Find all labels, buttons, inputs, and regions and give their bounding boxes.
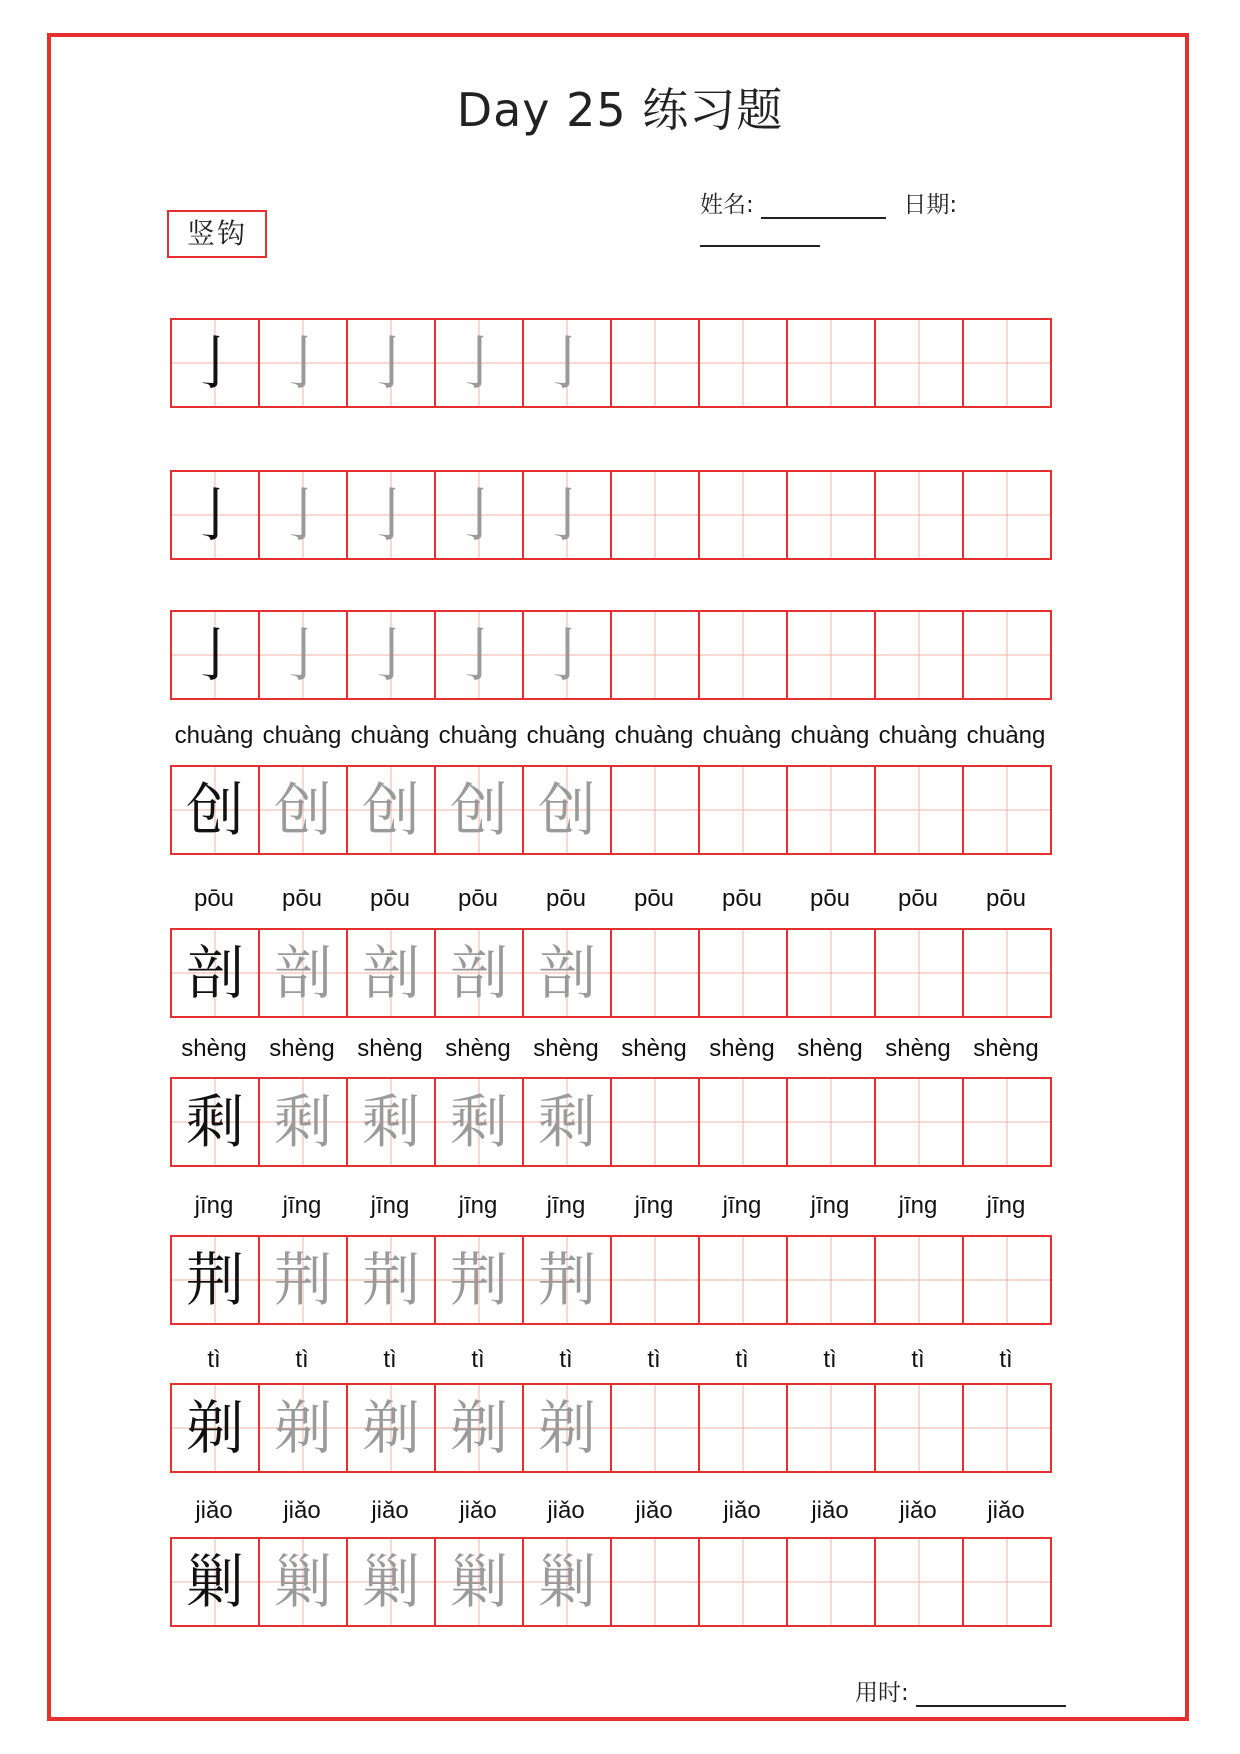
pinyin-label: pōu: [633, 885, 675, 912]
tian-grid-cell[interactable]: [874, 610, 964, 700]
tian-grid-cell[interactable]: [258, 1077, 348, 1167]
tian-grid-cell[interactable]: [874, 470, 964, 560]
tian-grid-cell[interactable]: [434, 1235, 524, 1325]
trace-character: 剃: [361, 1394, 420, 1462]
pinyin-label: chuàng: [702, 722, 782, 749]
tian-grid-cell[interactable]: [434, 765, 524, 855]
trace-character: 创: [449, 776, 508, 844]
tian-grid-cell[interactable]: [874, 765, 964, 855]
pinyin-label: jiǎo: [283, 1497, 321, 1524]
tian-grid-cell[interactable]: [786, 470, 876, 560]
tian-grid-cell[interactable]: [698, 1383, 788, 1473]
pinyin-label: shèng: [357, 1035, 423, 1062]
pinyin-label: pōu: [897, 885, 939, 912]
tian-grid-cell[interactable]: [258, 610, 348, 700]
pinyin-label: tì: [295, 1346, 309, 1373]
tian-grid-cell[interactable]: [610, 765, 700, 855]
pinyin-row: [170, 1035, 1075, 1065]
practice-row: [170, 318, 1075, 408]
tian-grid-cell[interactable]: [434, 928, 524, 1018]
tian-grid-cell[interactable]: [874, 318, 964, 408]
pinyin-row: [170, 722, 1075, 752]
pinyin-label: jīng: [898, 1192, 938, 1219]
tian-grid-cell[interactable]: [434, 1537, 524, 1627]
pinyin-label: tì: [647, 1346, 661, 1373]
tian-grid-cell[interactable]: [962, 1537, 1052, 1627]
trace-character: 荆: [273, 1246, 332, 1314]
tian-grid-cell[interactable]: [610, 610, 700, 700]
pinyin-label: shèng: [445, 1035, 511, 1062]
trace-character: 荆: [361, 1246, 420, 1314]
trace-character: 亅: [361, 329, 420, 397]
tian-grid-cell[interactable]: [962, 1235, 1052, 1325]
pinyin-label: chuàng: [526, 722, 606, 749]
tian-grid-cell[interactable]: [786, 1383, 876, 1473]
model-character: 亅: [185, 481, 244, 549]
tian-grid-cell[interactable]: [610, 1383, 700, 1473]
trace-character: 剖: [449, 939, 508, 1007]
trace-character: 剖: [537, 939, 596, 1007]
pinyin-label: jiǎo: [459, 1497, 497, 1524]
pinyin-label: chuàng: [438, 722, 518, 749]
trace-character: 剃: [537, 1394, 596, 1462]
tian-grid-cell[interactable]: [258, 470, 348, 560]
tian-grid-cell[interactable]: [962, 610, 1052, 700]
tian-grid-cell[interactable]: [522, 1235, 612, 1325]
pinyin-label: shèng: [269, 1035, 335, 1062]
trace-character: 剖: [361, 939, 420, 1007]
practice-row: [170, 1537, 1075, 1627]
practice-row: [170, 610, 1075, 700]
tian-grid-cell[interactable]: [434, 470, 524, 560]
tian-grid-cell[interactable]: [610, 1077, 700, 1167]
tian-grid-cell[interactable]: [258, 765, 348, 855]
tian-grid-cell[interactable]: [786, 610, 876, 700]
tian-grid-cell[interactable]: [786, 1077, 876, 1167]
pinyin-label: jīng: [194, 1192, 234, 1219]
tian-grid-cell[interactable]: [170, 1537, 260, 1627]
model-character: 剩: [185, 1088, 244, 1156]
tian-grid-cell[interactable]: [170, 470, 260, 560]
date-label: 日期:: [903, 192, 958, 218]
pinyin-label: pōu: [457, 885, 499, 912]
pinyin-label: pōu: [985, 885, 1027, 912]
tian-grid-cell[interactable]: [610, 928, 700, 1018]
tian-grid-cell[interactable]: [698, 1235, 788, 1325]
pinyin-label: pōu: [369, 885, 411, 912]
tian-grid-cell[interactable]: [962, 1077, 1052, 1167]
pinyin-label: jiǎo: [371, 1497, 409, 1524]
tian-grid-cell[interactable]: [698, 765, 788, 855]
trace-character: 亅: [537, 481, 596, 549]
tian-grid-cell[interactable]: [346, 765, 436, 855]
tian-grid-cell[interactable]: [170, 1077, 260, 1167]
pinyin-label: tì: [383, 1346, 397, 1373]
tian-grid-cell[interactable]: [962, 470, 1052, 560]
tian-grid-cell[interactable]: [786, 1537, 876, 1627]
trace-character: 创: [537, 776, 596, 844]
pinyin-label: pōu: [193, 885, 235, 912]
trace-character: 剃: [449, 1394, 508, 1462]
tian-grid-cell[interactable]: [874, 928, 964, 1018]
tian-grid-cell[interactable]: [346, 1383, 436, 1473]
tian-grid-cell[interactable]: [698, 1077, 788, 1167]
tian-grid-cell[interactable]: [346, 318, 436, 408]
trace-character: 荆: [537, 1246, 596, 1314]
tian-grid-cell[interactable]: [522, 1077, 612, 1167]
trace-character: 创: [361, 776, 420, 844]
tian-grid-cell[interactable]: [346, 928, 436, 1018]
pinyin-label: jiǎo: [547, 1497, 585, 1524]
tian-grid-cell[interactable]: [170, 928, 260, 1018]
tian-grid-cell[interactable]: [170, 765, 260, 855]
practice-row: [170, 1383, 1075, 1473]
pinyin-row: [170, 1497, 1075, 1527]
pinyin-label: jīng: [810, 1192, 850, 1219]
practice-row: [170, 1235, 1075, 1325]
tian-grid-cell[interactable]: [522, 610, 612, 700]
pinyin-label: jīng: [722, 1192, 762, 1219]
tian-grid-cell[interactable]: [522, 470, 612, 560]
tian-grid-cell[interactable]: [962, 1383, 1052, 1473]
tian-grid-cell[interactable]: [698, 1537, 788, 1627]
tian-grid-cell[interactable]: [962, 928, 1052, 1018]
tian-grid-cell[interactable]: [346, 610, 436, 700]
model-character: 亅: [185, 621, 244, 689]
pinyin-label: jīng: [370, 1192, 410, 1219]
pinyin-label: shèng: [621, 1035, 687, 1062]
model-character: 剃: [185, 1394, 244, 1462]
trace-character: 剩: [449, 1088, 508, 1156]
pinyin-label: chuàng: [350, 722, 430, 749]
practice-row: [170, 1077, 1075, 1167]
pinyin-label: jiǎo: [811, 1497, 849, 1524]
trace-character: 亅: [273, 329, 332, 397]
pinyin-label: chuàng: [614, 722, 694, 749]
tian-grid-cell[interactable]: [698, 928, 788, 1018]
trace-character: 亅: [449, 481, 508, 549]
pinyin-label: jiǎo: [899, 1497, 937, 1524]
tian-grid-cell[interactable]: [434, 1077, 524, 1167]
pinyin-label: chuàng: [174, 722, 254, 749]
pinyin-row: [170, 1346, 1075, 1376]
pinyin-label: pōu: [721, 885, 763, 912]
trace-character: 剩: [273, 1088, 332, 1156]
pinyin-label: tì: [735, 1346, 749, 1373]
tian-grid-cell[interactable]: [170, 1235, 260, 1325]
pinyin-label: pōu: [809, 885, 851, 912]
trace-character: 亅: [273, 481, 332, 549]
name-field[interactable]: [761, 191, 886, 219]
pinyin-label: shèng: [885, 1035, 951, 1062]
pinyin-row: [170, 885, 1075, 915]
pinyin-label: chuàng: [878, 722, 958, 749]
pinyin-label: shèng: [709, 1035, 775, 1062]
tian-grid-cell[interactable]: [874, 1537, 964, 1627]
time-field[interactable]: [916, 1679, 1066, 1707]
stroke-label: 竖钩: [167, 210, 267, 258]
time-label: 用时:: [855, 1680, 909, 1706]
trace-character: 剿: [537, 1548, 596, 1616]
tian-grid-cell[interactable]: [434, 610, 524, 700]
pinyin-label: jīng: [546, 1192, 586, 1219]
tian-grid-cell[interactable]: [346, 470, 436, 560]
trace-character: 剃: [273, 1394, 332, 1462]
pinyin-row: [170, 1192, 1075, 1222]
pinyin-label: shèng: [973, 1035, 1039, 1062]
tian-grid-cell[interactable]: [698, 610, 788, 700]
tian-grid-cell[interactable]: [434, 318, 524, 408]
tian-grid-cell[interactable]: [522, 765, 612, 855]
trace-character: 亅: [449, 329, 508, 397]
tian-grid-cell[interactable]: [258, 318, 348, 408]
pinyin-label: chuàng: [966, 722, 1046, 749]
tian-grid-cell[interactable]: [874, 1383, 964, 1473]
name-label: 姓名:: [700, 192, 754, 218]
pinyin-label: chuàng: [262, 722, 342, 749]
practice-row: [170, 765, 1075, 855]
tian-grid-cell[interactable]: [610, 318, 700, 408]
model-character: 创: [185, 776, 244, 844]
tian-grid-cell[interactable]: [786, 318, 876, 408]
tian-grid-cell[interactable]: [698, 318, 788, 408]
name-date-fields: [700, 186, 1080, 220]
tian-grid-cell[interactable]: [962, 318, 1052, 408]
trace-character: 剿: [449, 1548, 508, 1616]
tian-grid-cell[interactable]: [610, 1235, 700, 1325]
page-title: Day 25 练习题: [456, 83, 784, 137]
pinyin-label: shèng: [797, 1035, 863, 1062]
pinyin-label: tì: [559, 1346, 573, 1373]
tian-grid-cell[interactable]: [786, 765, 876, 855]
tian-grid-cell[interactable]: [346, 1235, 436, 1325]
tian-grid-cell[interactable]: [610, 1537, 700, 1627]
trace-character: 亅: [361, 481, 420, 549]
tian-grid-cell[interactable]: [698, 470, 788, 560]
pinyin-label: tì: [207, 1346, 221, 1373]
pinyin-label: jīng: [634, 1192, 674, 1219]
tian-grid-cell[interactable]: [522, 1383, 612, 1473]
tian-grid-cell[interactable]: [874, 1077, 964, 1167]
trace-character: 剩: [537, 1088, 596, 1156]
tian-grid-cell[interactable]: [962, 765, 1052, 855]
practice-row: [170, 928, 1075, 1018]
time-used: [855, 1674, 1075, 1706]
tian-grid-cell[interactable]: [346, 1077, 436, 1167]
pinyin-label: jiǎo: [195, 1497, 233, 1524]
tian-grid-cell[interactable]: [874, 1235, 964, 1325]
model-character: 亅: [185, 329, 244, 397]
pinyin-label: pōu: [281, 885, 323, 912]
tian-grid-cell[interactable]: [522, 318, 612, 408]
trace-character: 剩: [361, 1088, 420, 1156]
tian-grid-cell[interactable]: [786, 1235, 876, 1325]
trace-character: 剿: [361, 1548, 420, 1616]
tian-grid-cell[interactable]: [170, 610, 260, 700]
tian-grid-cell[interactable]: [258, 1537, 348, 1627]
tian-grid-cell[interactable]: [258, 1383, 348, 1473]
trace-character: 亅: [537, 329, 596, 397]
tian-grid-cell[interactable]: [170, 1383, 260, 1473]
pinyin-label: jiǎo: [987, 1497, 1025, 1524]
pinyin-label: jiǎo: [723, 1497, 761, 1524]
pinyin-label: pōu: [545, 885, 587, 912]
tian-grid-cell[interactable]: [434, 1383, 524, 1473]
trace-character: 亅: [273, 621, 332, 689]
trace-character: 剿: [273, 1548, 332, 1616]
trace-character: 亅: [537, 621, 596, 689]
tian-grid-cell[interactable]: [610, 470, 700, 560]
trace-character: 创: [273, 776, 332, 844]
trace-character: 剖: [273, 939, 332, 1007]
pinyin-label: tì: [471, 1346, 485, 1373]
trace-character: 亅: [449, 621, 508, 689]
tian-grid-cell[interactable]: [522, 1537, 612, 1627]
pinyin-label: shèng: [181, 1035, 247, 1062]
pinyin-label: tì: [823, 1346, 837, 1373]
pinyin-label: jiǎo: [635, 1497, 673, 1524]
tian-grid-cell[interactable]: [258, 928, 348, 1018]
date-field[interactable]: [700, 219, 820, 247]
practice-row: [170, 470, 1075, 560]
tian-grid-cell[interactable]: [346, 1537, 436, 1627]
pinyin-label: tì: [999, 1346, 1013, 1373]
trace-character: 亅: [361, 621, 420, 689]
tian-grid-cell[interactable]: [170, 318, 260, 408]
pinyin-label: chuàng: [790, 722, 870, 749]
trace-character: 荆: [449, 1246, 508, 1314]
pinyin-label: jīng: [458, 1192, 498, 1219]
model-character: 剿: [185, 1548, 244, 1616]
pinyin-label: shèng: [533, 1035, 599, 1062]
tian-grid-cell[interactable]: [258, 1235, 348, 1325]
model-character: 剖: [185, 939, 244, 1007]
tian-grid-cell[interactable]: [786, 928, 876, 1018]
model-character: 荆: [185, 1246, 244, 1314]
tian-grid-cell[interactable]: [522, 928, 612, 1018]
pinyin-label: jīng: [282, 1192, 322, 1219]
pinyin-label: jīng: [986, 1192, 1026, 1219]
pinyin-label: tì: [911, 1346, 925, 1373]
